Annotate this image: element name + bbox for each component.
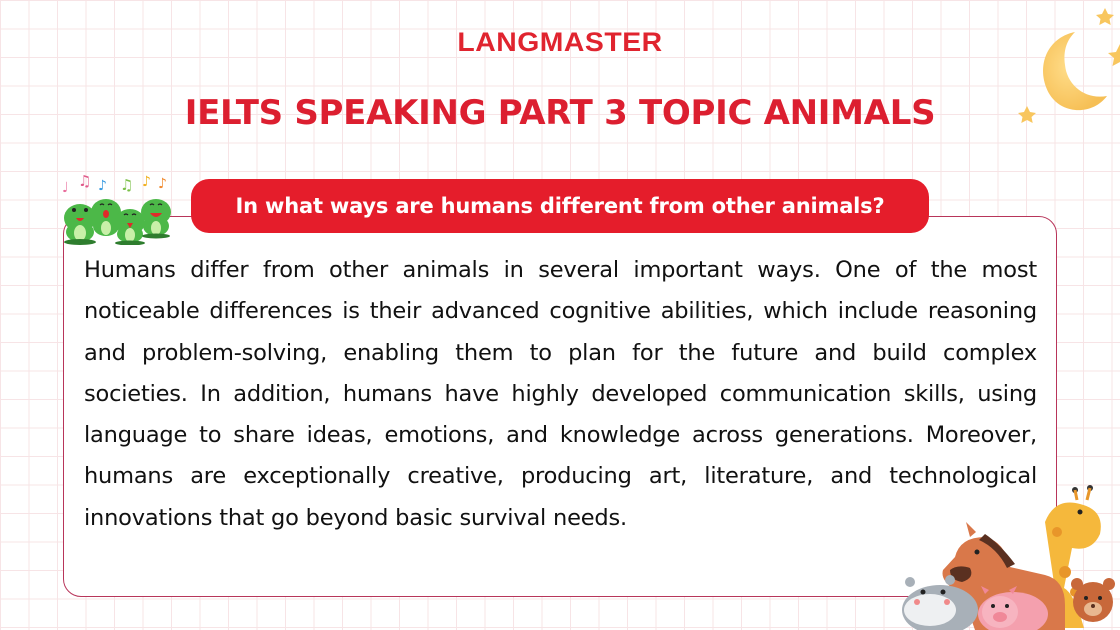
svg-text:♫: ♫ (78, 172, 92, 190)
svg-text:♫: ♫ (120, 176, 134, 194)
svg-text:♪: ♪ (98, 178, 107, 194)
svg-text:♪: ♪ (158, 176, 167, 192)
page-title: IELTS SPEAKING PART 3 TOPIC ANIMALS (184, 93, 936, 133)
question-pill (191, 179, 929, 233)
moon-stars-icon (1015, 0, 1120, 135)
answer-text: Humans differ from other animals in several important ways. One of the most noticeable differences is their advanced cognitive abilities, which include reasoning and problem-solving, enabling them to plan for the future and build complex societies. In addition, humans have highly developed communication skills, using language to share ideas, emotions, and knowledge across generations. Moreover, humans are exceptionally creative, producing art, literature, and technological innovations that go beyond basic survival needs. (84, 257, 1037, 531)
svg-text:♪: ♪ (142, 174, 151, 190)
cartoon-animals-icon (895, 482, 1120, 630)
singing-frogs-icon (58, 170, 178, 245)
brand-logo: LANGMASTER (457, 27, 663, 57)
svg-text:♩: ♩ (62, 180, 69, 196)
question-text: In what ways are humans different from other animals? (235, 194, 885, 218)
